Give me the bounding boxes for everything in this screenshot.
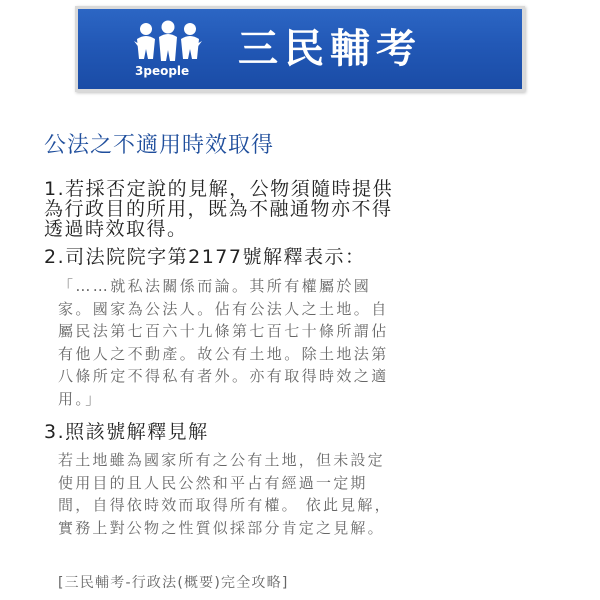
paragraph-line: 若土地雖為國家所有之公有土地，但未設定 (58, 451, 385, 469)
point-2-title: 2.司法院院字第2177號解釋表示： (44, 246, 366, 268)
point-1-line: 透過時效取得。 (44, 218, 188, 240)
page-title: 公法之不適用時效取得 (44, 133, 275, 158)
point-3-title: 3.照該號解釋見解 (44, 421, 209, 443)
banner-title: 三民輔考 (238, 26, 422, 72)
quote-line: 有他人之不動產。故公有土地。除土地法第 (58, 344, 389, 363)
quote-line: 家。國家為公法人。佔有公法人之土地。自 (58, 299, 389, 318)
quote-line: 用。」 (58, 389, 103, 408)
paragraph-line: 使用目的且人民公然和平占有經過一定期 (58, 473, 368, 492)
logo-text: 3people (135, 64, 190, 78)
point-3-paragraph (58, 449, 548, 539)
quote-line: 「……就私法關係而論。其所有權屬於國 (58, 277, 372, 295)
source-footer: [三民輔考-行政法(概要)完全攻略] (58, 575, 289, 591)
quote-line: 八條所定不得私有者外。亦有取得時效之適 (58, 367, 389, 386)
point-1 (44, 179, 564, 239)
paragraph-line: 間，自得依時效而取得所有權。 依此見解， (58, 496, 392, 515)
point-1-line: 為行政目的所用，既為不融通物亦不得 (44, 198, 393, 220)
quote-line: 屬民法第七百六十九條第七百七十條所謂佔 (58, 322, 389, 341)
point-2-quote (58, 275, 548, 411)
paragraph-line: 實務上對公物之性質似採部分肯定之見解。 (58, 518, 385, 537)
point-1-line: 1.若採否定說的見解，公物須隨時提供 (44, 178, 394, 200)
header-banner (75, 6, 525, 92)
